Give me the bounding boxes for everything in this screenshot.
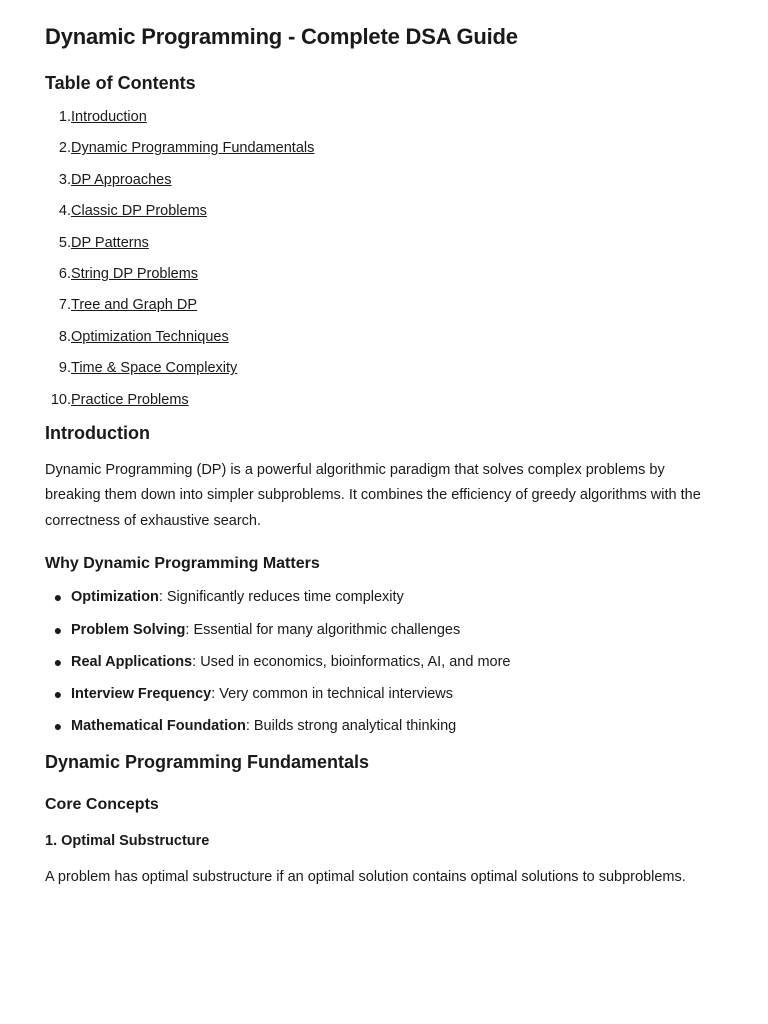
introduction-paragraph: Dynamic Programming (DP) is a powerful algorithmic paradigm that solves complex problems by breaking them down into simpler subproblems. It combines the efficiency of greedy algorithms with the correctness of exhaustive search. xyxy=(45,461,701,529)
toc-link-complexity[interactable]: Time & Space Complexity xyxy=(71,360,238,377)
optimal-substructure-heading: 1. Optimal Substructure xyxy=(45,833,210,850)
toc-item xyxy=(45,358,723,389)
toc-item xyxy=(45,138,723,169)
toc-item xyxy=(45,264,723,295)
why-dp-heading: Why Dynamic Programming Matters xyxy=(45,555,320,573)
toc-number: 4. xyxy=(58,203,71,220)
toc-link-string-dp[interactable]: String DP Problems xyxy=(71,265,199,282)
toc-link-optimization[interactable]: Optimization Techniques xyxy=(71,328,229,345)
list-item-desc: : Very common in technical interviews xyxy=(211,685,453,702)
list-item-desc: : Significantly reduces time complexity xyxy=(158,589,404,606)
toc-item xyxy=(45,170,723,201)
list-item-desc: : Builds strong analytical thinking xyxy=(245,718,457,735)
toc-number: 9. xyxy=(58,360,71,377)
bullet-icon: ● xyxy=(53,621,63,638)
list-item-term: Optimization xyxy=(71,589,159,606)
optimal-substructure-paragraph: A problem has optimal substructure if an optimal solution contains optimal solutions to subproblems. xyxy=(45,869,686,886)
list-item xyxy=(45,587,723,619)
toc-number: 7. xyxy=(58,297,71,314)
list-item-desc: : Essential for many algorithmic challenges xyxy=(185,621,461,638)
introduction-heading: Introduction xyxy=(45,422,150,443)
list-item xyxy=(45,620,723,652)
why-dp-list xyxy=(45,587,723,748)
core-concepts-heading: Core Concepts xyxy=(45,796,159,814)
toc-item xyxy=(45,201,723,232)
list-item-term: Problem Solving xyxy=(71,621,186,638)
toc-link-fundamentals[interactable]: Dynamic Programming Fundamentals xyxy=(71,140,315,157)
toc-number: 5. xyxy=(58,234,71,251)
toc-item xyxy=(45,295,723,326)
list-item xyxy=(45,652,723,684)
list-item-desc: : Used in economics, bioinformatics, AI, and more xyxy=(192,653,511,670)
bullet-icon: ● xyxy=(53,589,63,606)
list-item-term: Interview Frequency xyxy=(71,685,212,702)
table-of-contents xyxy=(45,107,723,421)
toc-number: 1. xyxy=(58,109,71,125)
toc-heading: Table of Contents xyxy=(45,73,196,93)
fundamentals-heading: Dynamic Programming Fundamentals xyxy=(45,752,370,773)
toc-link-approaches[interactable]: DP Approaches xyxy=(71,171,172,188)
toc-number: 3. xyxy=(58,171,71,188)
list-item-term: Real Applications xyxy=(71,653,193,670)
bullet-icon: ● xyxy=(53,685,63,702)
toc-link-tree-graph-dp[interactable]: Tree and Graph DP xyxy=(71,297,197,314)
list-item-term: Mathematical Foundation xyxy=(71,718,246,735)
list-item xyxy=(45,716,723,748)
bullet-icon: ● xyxy=(53,653,63,670)
toc-item xyxy=(45,107,723,138)
toc-link-patterns[interactable]: DP Patterns xyxy=(71,234,149,251)
toc-link-classic-problems[interactable]: Classic DP Problems xyxy=(71,203,207,220)
toc-number: 6. xyxy=(58,265,71,282)
toc-item xyxy=(45,327,723,358)
list-item xyxy=(45,684,723,716)
toc-number: 10. xyxy=(50,391,71,408)
toc-link-introduction[interactable]: Introduction xyxy=(71,109,147,125)
toc-item xyxy=(45,233,723,264)
toc-number: 2. xyxy=(58,140,71,157)
page-title: Dynamic Programming - Complete DSA Guide xyxy=(45,24,518,49)
toc-number: 8. xyxy=(58,328,71,345)
bullet-icon: ● xyxy=(53,718,63,735)
toc-item xyxy=(45,390,723,421)
toc-link-practice[interactable]: Practice Problems xyxy=(71,391,189,408)
